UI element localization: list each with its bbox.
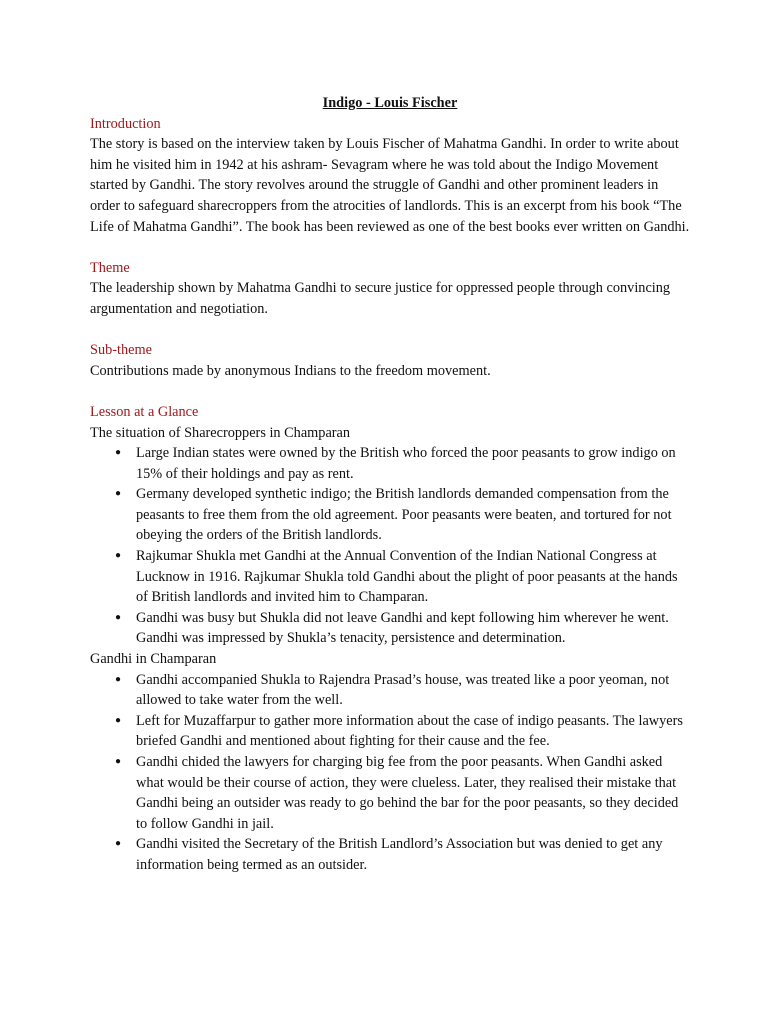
bullet-icon: ● [115,550,122,562]
section-spacer [90,320,690,341]
lesson-heading: Lesson at a Glance [90,403,199,420]
introduction-body: The story is based on the interview taken by Louis Fischer of Mahatma Gandhi. In order to write about him he visited him in 1942 at his ashram- Sevagram where he was told about the Indigo Movement started by Gandhi. The story revolves around the struggle of Gandhi and other prominent leaders in order to safeguard sharecroppers from the atrocities of landlords. This is an excerpt from his book “The Life of Mahatma Gandhi”. The book has been reviewed as one of the best books ever written on Gandhi. [90,136,690,235]
bullet-icon: ● [115,714,122,726]
list-item [115,834,690,875]
list-item [115,711,690,752]
bullet-icon: ● [115,488,122,500]
list-item-text: Gandhi was busy but Shukla did not leave Gandhi and kept following him wherever he went. Gandhi was impressed by Shukla’s tenacity, persistence and determination. [136,609,669,647]
section-spacer [90,237,690,258]
list-item [115,670,690,711]
list-item [115,752,690,834]
list-item-text: Left for Muzaffarpur to gather more information about the case of indigo peasants. The lawyers briefed Gandhi and mentioned about fighting for their cause and the fee. [136,712,683,750]
list-item [115,608,690,649]
lesson-group-label: The situation of Sharecroppers in Champaran [90,424,351,441]
list-item [115,443,690,484]
theme-heading: Theme [90,259,130,276]
list-item-text: Gandhi accompanied Shukla to Rajendra Prasad’s house, was treated like a poor yeoman, not allowed to take water from the well. [136,671,670,709]
bullet-icon: ● [115,756,122,767]
subtheme-heading: Sub-theme [90,342,152,359]
list-item-text: Rajkumar Shukla met Gandhi at the Annual Convention of the Indian National Congress at Lucknow in 1916. Rajkumar Shukla told Gandhi about the plight of poor peasants at the hands of British landlords and invited him to Champaran. [136,548,678,606]
bullet-list [90,670,690,876]
theme-body: The leadership shown by Mahatma Gandhi to secure justice for oppressed people through convincing argumentation and negotiation. [90,280,671,317]
bullet-icon: ● [115,447,122,459]
section-spacer [90,381,690,402]
document-page [90,93,690,876]
bullet-icon: ● [115,838,122,850]
subtheme-body: Contributions made by anonymous Indians to the freedom movement. [90,362,491,379]
bullet-list [90,443,690,649]
list-item-text: Gandhi visited the Secretary of the British Landlord’s Association but was denied to get any information being termed as an outsider. [136,836,663,873]
introduction-heading: Introduction [90,115,161,132]
list-item [115,484,690,546]
bullet-icon: ● [115,673,122,685]
list-item-text: Gandhi chided the lawyers for charging big fee from the poor peasants. When Gandhi asked what would be their course of action, they were clueless. Later, they realised their mistake that Gandhi being an outsider was ready to go behind the bar for the poor peasants, so they decided to follow Gandhi in jail. [136,754,679,832]
list-item [115,546,690,608]
bullet-icon: ● [115,611,122,623]
list-item-text: Germany developed synthetic indigo; the British landlords demanded compensation from the peasants to free them from the old agreement. Poor peasants were beaten, and tortured for not obeying the orders of the British landlords. [136,486,672,544]
document-title: Indigo - Louis Fischer [322,95,458,111]
lesson-group-label: Gandhi in Champaran [90,651,217,668]
list-item-text: Large Indian states were owned by the British who forced the poor peasants to grow indigo on 15% of their holdings and pay as rent. [136,445,676,482]
